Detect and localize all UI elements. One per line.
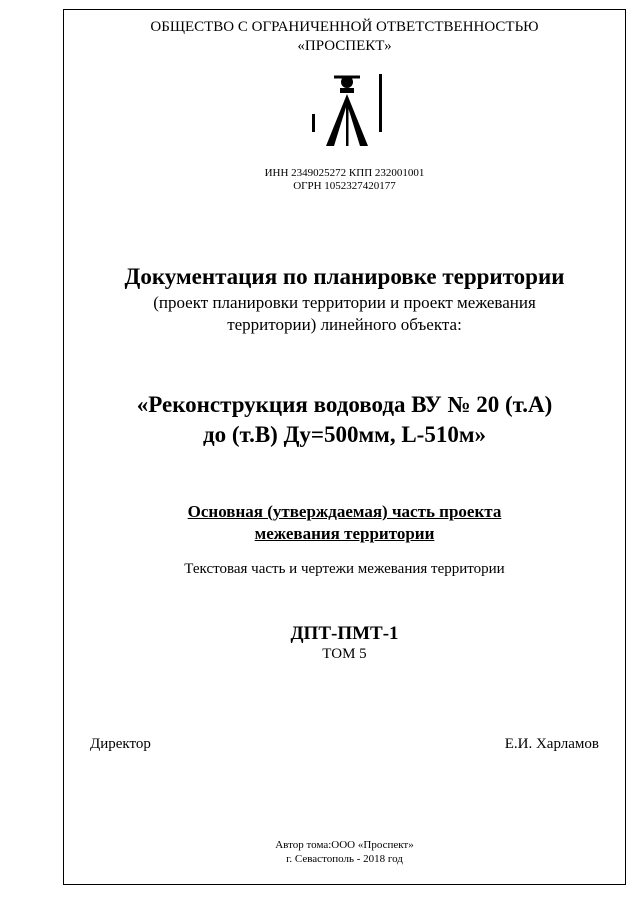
document-code: ДПТ-ПМТ-1 bbox=[290, 623, 399, 644]
inn-kpp: ИНН 2349025272 КПП 232001001 bbox=[264, 167, 425, 179]
description-line-1: (проект планировки территории и проект межевания bbox=[153, 293, 536, 312]
part-line-2: межевания территории bbox=[254, 524, 435, 543]
footer-author: Автор тома:ООО «Проспект» bbox=[275, 839, 414, 851]
object-line-1: «Реконструкция водовода ВУ № 20 (т.А) bbox=[136, 392, 553, 417]
document-title: Документация по планировке территории bbox=[124, 264, 565, 289]
theodolite-tripod-icon bbox=[302, 68, 392, 150]
document-description bbox=[74, 292, 615, 336]
organization-name bbox=[64, 18, 625, 56]
registration-info bbox=[64, 167, 625, 193]
part-title bbox=[64, 501, 625, 545]
footer-place-year: г. Севастополь - 2018 год bbox=[286, 853, 403, 865]
org-line-1: ОБЩЕСТВО С ОГРАНИЧЕННОЙ ОТВЕТСТВЕННОСТЬЮ bbox=[150, 19, 539, 35]
signature-role: Директор bbox=[90, 736, 151, 752]
page-frame bbox=[63, 9, 626, 885]
part-line-1: Основная (утверждаемая) часть проекта bbox=[187, 502, 502, 521]
ogrn: ОГРН 1052327420177 bbox=[293, 180, 396, 192]
org-line-2: «ПРОСПЕКТ» bbox=[297, 38, 392, 54]
object-line-2: до (т.В) Ду=500мм, L-510м» bbox=[202, 422, 487, 447]
part-subtitle: Текстовая часть и чертежи межевания территории bbox=[184, 561, 505, 577]
volume-number: ТОМ 5 bbox=[322, 646, 367, 662]
signature-name: Е.И. Харламов bbox=[504, 736, 599, 752]
object-name bbox=[64, 390, 625, 450]
footer bbox=[64, 838, 625, 866]
description-line-2: территории) линейного объекта: bbox=[227, 315, 462, 334]
